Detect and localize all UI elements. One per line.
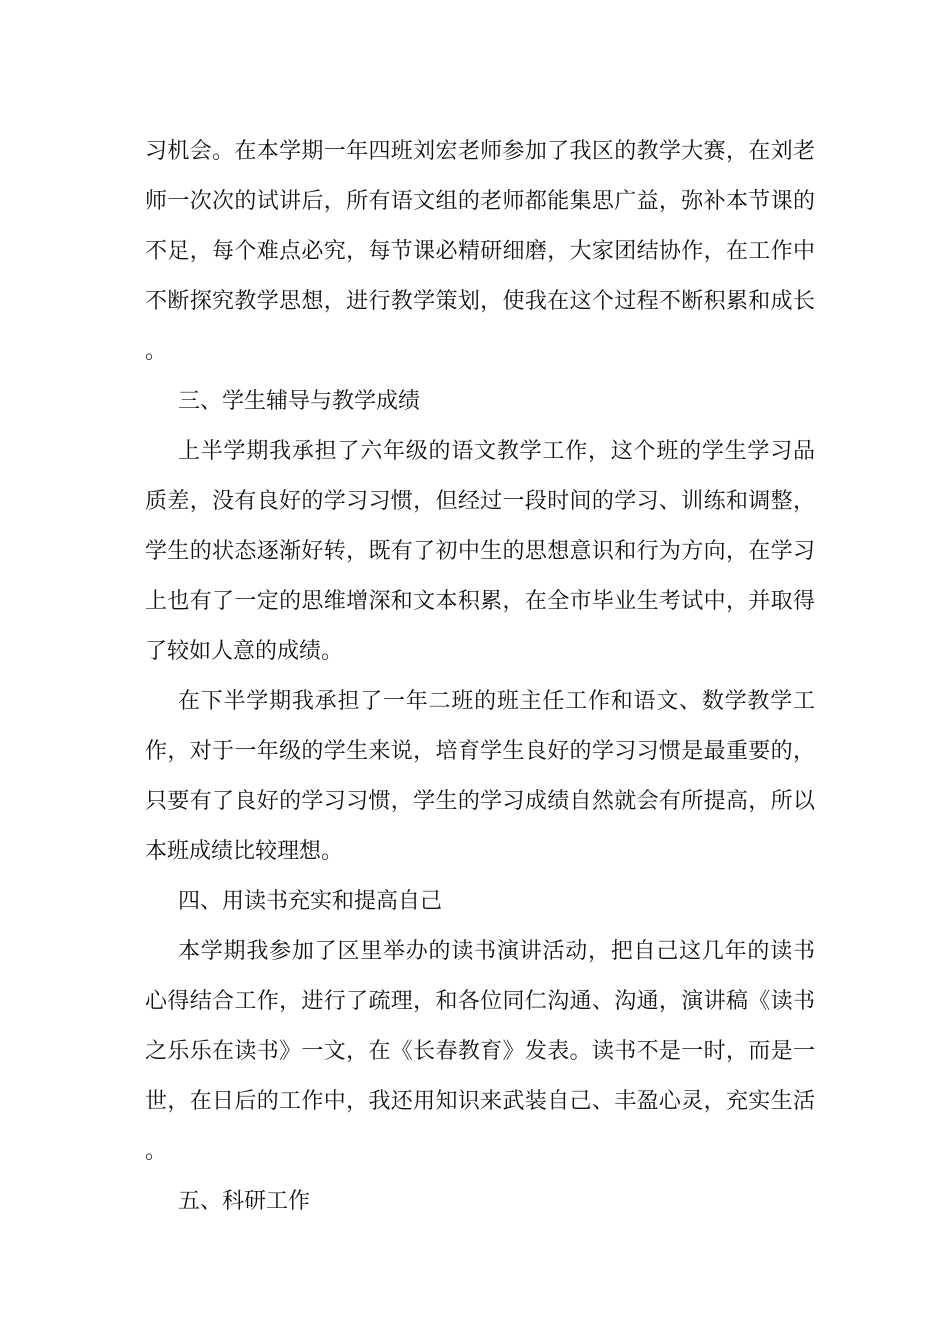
paragraph: 在下半学期我承担了一年二班的班主任工作和语文、数学教学工作，对于一年级的学生来说，培育学生良好的学习习惯是最重要的，只要有了良好的学习习惯，学生的学习成绩自然就会有所提高，所以本班成绩比较理想。 [145,689,815,864]
paragraph: 上半学期我承担了六年级的语文教学工作，这个班的学生学习品质差，没有良好的学习习惯，但经过一段时间的学习、训练和调整，学生的状态逐渐好转，既有了初中生的思想意识和行为方向，在学习上也有了一定的思维增深和文本积累，在全市毕业生考试中，并取得了较如人意的成绩。 [145,439,815,664]
section-heading-5: 五、科研工作 [178,1189,311,1214]
document-body [145,127,815,1227]
section-heading-4: 四、用读书充实和提高自己 [178,889,443,914]
section-heading-3: 三、学生辅导与教学成绩 [178,389,421,414]
paragraph-continued: 习机会。在本学期一年四班刘宏老师参加了我区的教学大赛，在刘老师一次次的试讲后，所有语文组的老师都能集思广益，弥补本节课的不足，每个难点必究，每节课必精研细磨，大家团结协作，在工作中不断探究教学思想，进行教学策划，使我在这个过程不断积累和成长。 [145,139,815,364]
paragraph: 本学期我参加了区里举办的读书演讲活动，把自己这几年的读书心得结合工作，进行了疏理，和各位同仁沟通、沟通，演讲稿《读书之乐乐在读书》一文，在《长春教育》发表。读书不是一时，而是一世，在日后的工作中，我还用知识来武装自己、丰盈心灵，充实生活。 [145,939,815,1164]
